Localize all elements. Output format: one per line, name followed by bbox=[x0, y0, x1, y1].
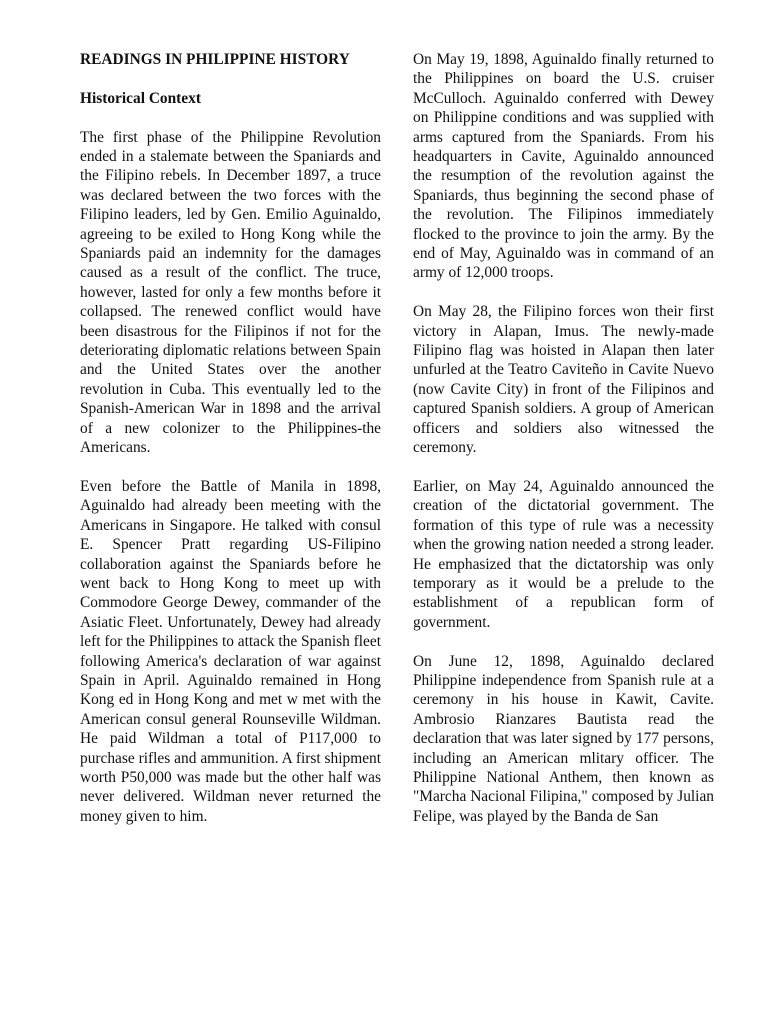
right-column bbox=[413, 50, 714, 826]
paragraph: On May 28, the Filipino forces won their first victory in Alapan, Imus. The newly-made Filipino flag was hoisted in Alapan then later unfurled at the Teatro Caviteño in Cavite Nuevo (now Cavite City) in front of the Filipinos and captured Spanish soldiers. A group of American officers and soldiers also witnessed the ceremony. bbox=[413, 303, 714, 457]
paragraph: On May 19, 1898, Aguinaldo finally returned to the Philippines on board the U.S. cruiser McCulloch. Aguinaldo conferred with Dewey on Philippine conditions and was supplied with arms captured from the Spaniards. From his headquarters in Cavite, Aguinaldo announced the resumption of the revolution against the Spaniards, thus beginning the second phase of the revolution. The Filipinos immediately flocked to the province to join the army. By the end of May, Aguinaldo was in command of an army of 12,000 troops. bbox=[413, 51, 714, 282]
paragraph: The first phase of the Philippine Revolution ended in a stalemate between the Spaniards and the Filipino rebels. In December 1897, a truce was declared between the two forces with the Filipino leaders, led by Gen. Emilio Aguinaldo, agreeing to be exiled to Hong Kong while the Spaniards paid an indemnity for the damages caused as a result of the conflict. The truce, however, lasted for only a few months before it collapsed. The renewed conflict would have been disastrous for the Filipinos if not for the deteriorating diplomatic relations between Spain and the United States over the another revolution in Cuba. This eventually led to the Spanish-American War in 1898 and the arrival of a new colonizer to the Philippines-the Americans. bbox=[80, 128, 381, 457]
paragraph: Earlier, on May 24, Aguinaldo announced the creation of the dictatorial government. The formation of this type of rule was a necessity when the growing nation needed a strong leader. He emphasized that the dictatorship was only temporary as it would be a prelude to the establishment of a republican form of government. bbox=[413, 477, 714, 631]
document-title: READINGS IN PHILIPPINE HISTORY bbox=[80, 51, 350, 68]
paragraph: Even before the Battle of Manila in 1898, Aguinaldo had already been meeting with the Americans in Singapore. He talked with consul E. Spencer Pratt regarding US-Filipino collaboration against the Spaniards before he went back to Hong Kong to meet up with Commodore George Dewey, commander of the Asiatic Fleet. Unfortunately, Dewey had already left for the Philippines to attack the Spanish fleet following America's declaration of war against Spain in April. Aguinaldo remained in Hong Kong ed in Hong Kong and met w met with the American consul general Rounseville Wildman. He paid Wildman a total of P117,000 to purchase rifles and ammunition. A first shipment worth P50,000 was made but the other half was never delivered. Wildman never returned the money given to him. bbox=[80, 477, 381, 825]
paragraph: On June 12, 1898, Aguinaldo declared Philippine independence from Spanish rule at a ceremony in his house in Kawit, Cavite. Ambrosio Rianzares Bautista read the declaration that was later signed by 177 persons, including an American mlitary officer. The Philippine National Anthem, then known as "Marcha Nacional Filipina," composed by Julian Felipe, was played by the Banda de San bbox=[413, 652, 714, 825]
left-column bbox=[80, 50, 381, 826]
section-heading: Historical Context bbox=[80, 89, 201, 107]
